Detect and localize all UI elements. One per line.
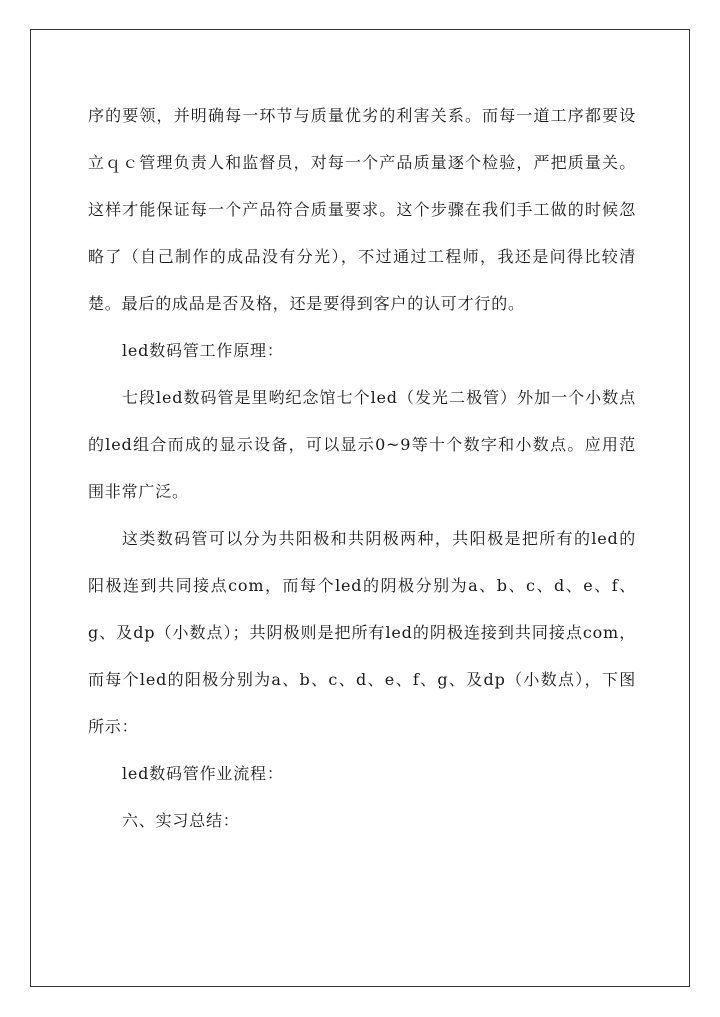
document-body [88, 92, 636, 844]
paragraph-seven-segment: 七段led数码管是里哟纪念馆七个led（发光二极管）外加一个小数点的led组合而成的显示设备，可以显示0~9等十个数字和小数点。应用范围非常广泛。 [88, 388, 636, 501]
heading-internship-summary: 六、实习总结： [122, 811, 240, 830]
paragraph-common-anode-cathode: 这类数码管可以分为共阳极和共阴极两种，共阳极是把所有的led的阳极连到共同接点com，而每个led的阴极分别为a、b、c、d、e、f、g、及dp（小数点）；共阴极则是把所有led的阴极连接到共同接点com，而每个led的阳极分别为a、b、c、d、e、f、g、及dp（小数点），下图所示： [88, 529, 636, 736]
heading-led-working-principle: led数码管工作原理： [122, 341, 284, 360]
paragraph-qc-process: 序的要领，并明确每一环节与质量优劣的利害关系。而每一道工序都要设立ｑｃ管理负责人和监督员，对每一个产品质量逐个检验，严把质量关。这样才能保证每一个产品符合质量要求。这个步骤在我们手工做的时候忽略了（自己制作的成品没有分光），不过通过工程师，我还是问得比较清楚。最后的成品是否及格，还是要得到客户的认可才行的。 [88, 106, 636, 313]
heading-led-workflow: led数码管作业流程： [122, 764, 284, 783]
